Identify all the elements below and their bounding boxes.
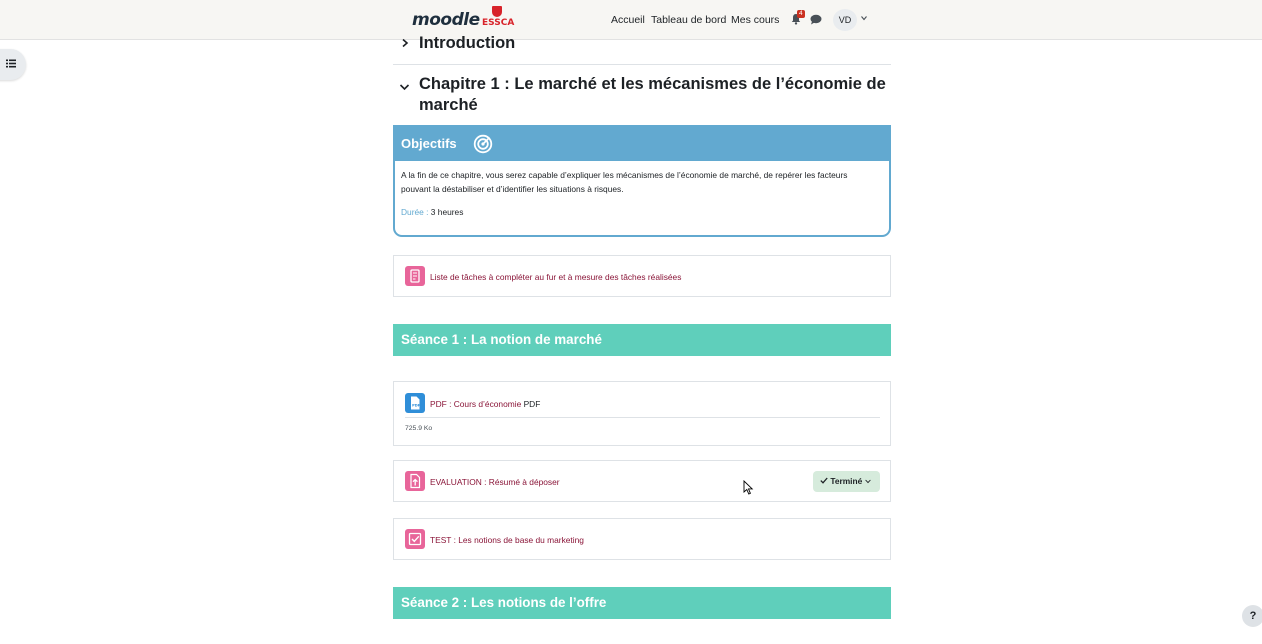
objectives-title: Objectifs xyxy=(401,136,457,151)
target-icon xyxy=(473,134,493,154)
nav-accueil[interactable]: Accueil xyxy=(611,14,645,26)
file-size: 725.9 Ko xyxy=(405,425,433,432)
checkbox-icon xyxy=(405,529,425,549)
activity-checklist xyxy=(393,255,891,297)
chevron-down-icon[interactable] xyxy=(399,82,410,92)
completion-status-label: Terminé xyxy=(830,476,863,486)
help-button[interactable] xyxy=(1242,605,1262,627)
list-icon xyxy=(6,59,16,68)
check-icon xyxy=(820,477,828,484)
activity-name-pdf: PDF : Cours d’économie xyxy=(430,399,522,409)
moodle-logo[interactable]: moodle xyxy=(412,10,480,30)
activity-type-pdf: PDF xyxy=(523,399,541,409)
checklist-icon xyxy=(405,266,425,286)
seance-2-title: Séance 2 : Les notions de l’offre xyxy=(401,595,607,610)
section-title-introduction[interactable]: Introduction xyxy=(419,34,516,52)
help-icon: ? xyxy=(1249,610,1257,622)
objectives-header xyxy=(395,127,889,161)
duration-value: 3 heures xyxy=(430,207,464,217)
nav-mes-cours[interactable]: Mes cours xyxy=(731,14,780,26)
course-index-toggle[interactable] xyxy=(0,49,26,80)
activity-evaluation xyxy=(393,460,891,502)
activity-link-pdf[interactable] xyxy=(430,399,540,409)
pdf-icon xyxy=(405,393,425,413)
upload-icon xyxy=(405,471,425,491)
chevron-down-icon xyxy=(865,479,871,484)
objectives-box xyxy=(393,125,891,237)
notification-count-badge: 4 xyxy=(799,10,803,17)
activity-test xyxy=(393,518,891,560)
duration-label: Durée : xyxy=(401,207,429,217)
activity-link-test[interactable]: TEST : Les notions de base du marketing xyxy=(430,535,584,545)
user-avatar[interactable]: VD xyxy=(833,9,857,31)
seance-1-title: Séance 1 : La notion de marché xyxy=(401,332,602,347)
chevron-right-icon[interactable] xyxy=(400,38,410,48)
chevron-down-icon[interactable] xyxy=(861,15,867,21)
top-navbar xyxy=(0,0,1262,40)
chat-icon[interactable] xyxy=(810,14,822,25)
activity-link-checklist[interactable]: Liste de tâches à compléter au fur et à mesure des tâches réalisées xyxy=(430,272,682,282)
completion-status-button[interactable] xyxy=(813,471,880,492)
section-title-chapitre-1[interactable]: Chapitre 1 : Le marché et les mécanismes de l’économie de marché xyxy=(419,75,886,114)
activity-separator xyxy=(405,417,880,418)
objectives-duration xyxy=(401,207,463,217)
essca-logo[interactable] xyxy=(482,6,515,32)
svg-text:PDF: PDF xyxy=(412,403,421,408)
nav-tableau-de-bord[interactable]: Tableau de bord xyxy=(651,14,727,26)
activity-link-evaluation[interactable]: EVALUATION : Résumé à déposer xyxy=(430,477,560,487)
essca-logo-text: ESSCA xyxy=(482,18,515,28)
seance-2-banner xyxy=(393,587,891,619)
activity-pdf xyxy=(393,381,891,446)
mouse-cursor-icon xyxy=(743,480,754,495)
essca-shield-icon xyxy=(492,6,502,17)
objectives-text: A la fin de ce chapitre, vous serez capable d’expliquer les mécanismes de l’économie de marché, de repérer les facteurs pouvant la déstabiliser et d’identifier les situations à risques. xyxy=(401,170,848,194)
seance-1-banner xyxy=(393,324,891,356)
section-divider xyxy=(393,64,891,65)
